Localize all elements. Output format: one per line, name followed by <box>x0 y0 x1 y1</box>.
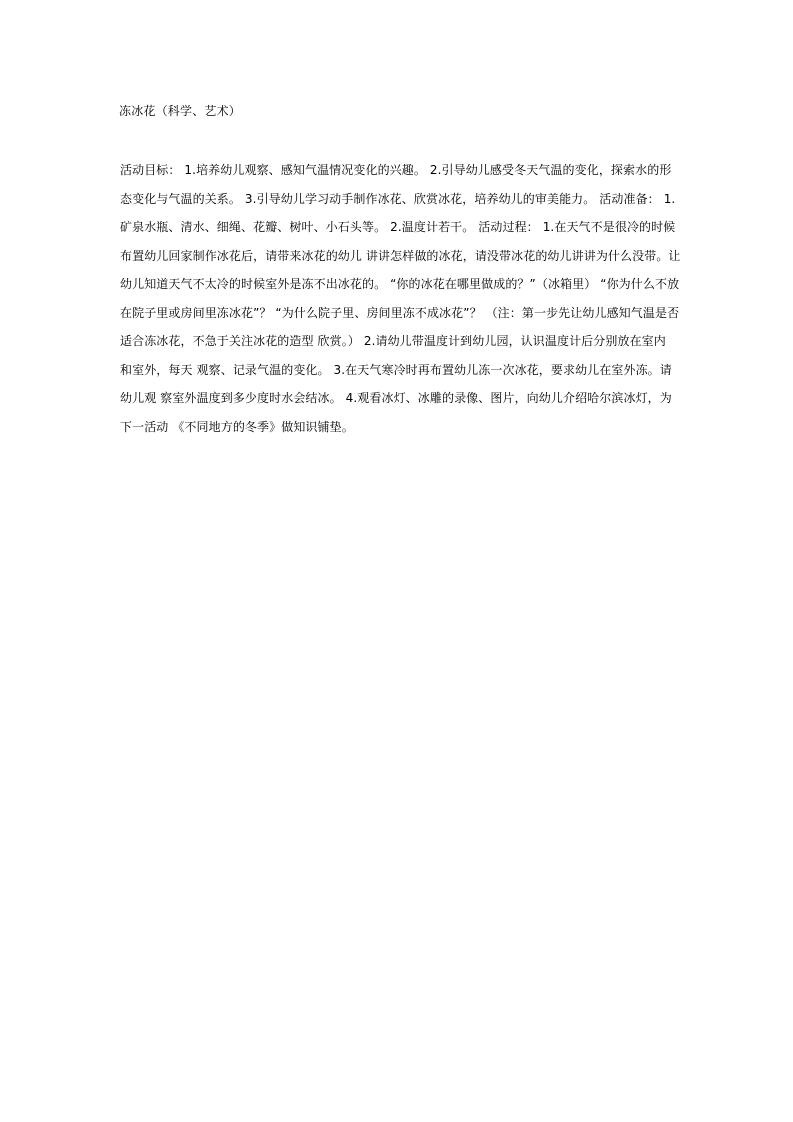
body-line: 和室外，每天 观察、记录气温的变化。 3.在天气寒冷时再布置幼儿冻一次冰花，要求幼儿在室外冻。请 <box>120 362 672 377</box>
body-line: 下一活动 《不同地方的冬季》做知识铺垫。 <box>120 419 354 434</box>
body-line: 幼儿观 察室外温度到多少度时水会结冰。 4.观看冰灯、冰雕的录像、图片，向幼儿介绍哈尔滨冰灯，为 <box>120 391 672 405</box>
document-title: 冻冰花（科学、艺术） <box>119 104 242 118</box>
body-line: 活动目标： 1.培养幼儿观察、感知气温情况变化的兴趣。 2.引导幼儿感受冬天气温的变化，探索水的形 <box>120 163 672 177</box>
body-line: 在院子里或房间里冻冰花”？ “为什么院子里、房间里冻不成冰花”？ （注：第一步先让幼儿感知气温是否 <box>120 305 680 320</box>
body-line: 幼儿知道天气不太冷的时候室外是冻不出冰花的。 “你的冰花在哪里做成的？”（冰箱里） “你为什么不放 <box>120 277 680 291</box>
body-line: 态变化与气温的关系。 3.引导幼儿学习动手制作冰花、欣赏冰花，培养幼儿的审美能力。 活动准备： 1. <box>120 191 676 206</box>
document-body <box>120 156 680 441</box>
body-line: 适合冻冰花，不急于关注冰花的造型 欣赏。） 2.请幼儿带温度计到幼儿园，认识温度计后分别放在室内 <box>120 334 666 348</box>
body-line: 布置幼儿回家制作冰花后，请带来冰花的幼儿 讲讲怎样做的冰花，请没带冰花的幼儿讲讲为什么没带。让 <box>120 248 681 263</box>
body-line: 矿泉水瓶、清水、细绳、花瓣、树叶、小石头等。 2.温度计若干。 活动过程： 1.在天气不是很冷的时候 <box>120 220 676 234</box>
